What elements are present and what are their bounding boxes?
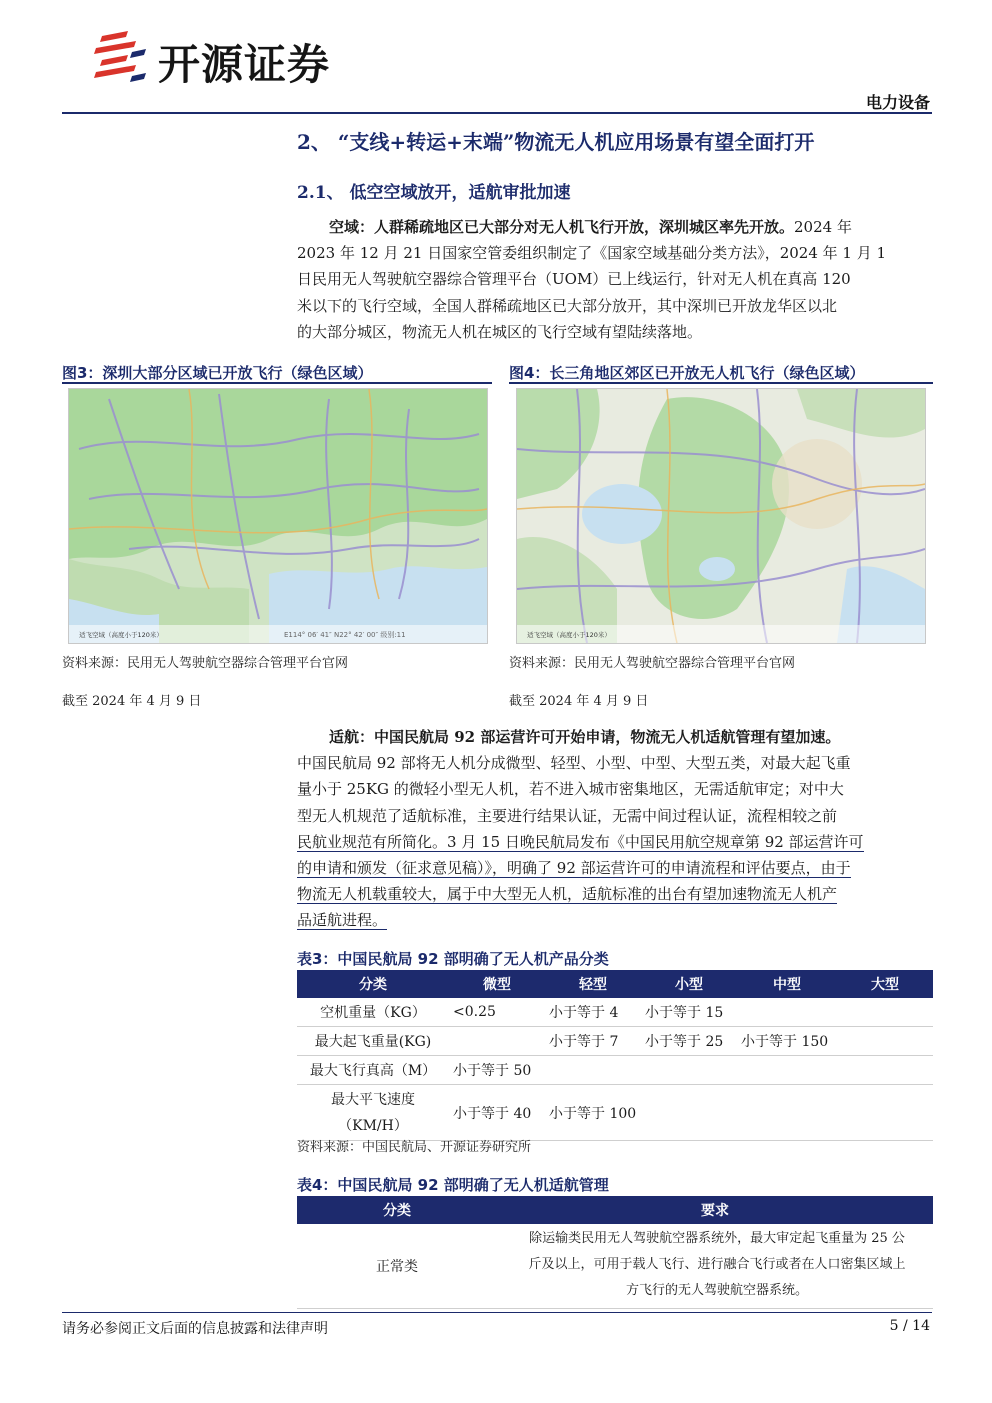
page-number: 5 / 14 — [889, 1318, 930, 1334]
airworthiness-line: 的申请和颁发（征求意见稿）》，明确了 92 部运营许可的申请流程和评估要点，由于 — [297, 859, 851, 878]
table-cell: 小于等于 15 — [641, 998, 737, 1027]
row-label: 最大飞行真高（M） — [297, 1056, 449, 1085]
airworthiness-line: 民航业规范有所简化。3 月 15 日晚民航局发布《中国民用航空规章第 92 部运营许可 — [297, 832, 864, 851]
table-header: 要求 — [497, 1196, 933, 1224]
table-header-row — [297, 970, 933, 998]
airspace-line: 米以下的飞行空域，全国人群稀疏地区已大部分放开，其中深圳已开放龙华区以北 — [297, 296, 838, 315]
table-row — [297, 998, 933, 1027]
row-label: 空机重量（KG） — [297, 998, 449, 1027]
airworthiness-table — [297, 1196, 933, 1309]
row-label: 正常类 — [297, 1224, 497, 1309]
figure3-date: 截至 2024 年 4 月 9 日 — [62, 694, 202, 709]
figure3-title: 图3：深圳大部分区域已开放飞行（绿色区域） — [62, 364, 373, 382]
table3-title: 表3：中国民航局 92 部明确了无人机产品分类 — [297, 950, 609, 968]
subsection-heading: 2.1、 低空空域放开，适航审批加速 — [297, 183, 571, 203]
table-row — [297, 1085, 933, 1141]
table-cell: <0.25 — [449, 998, 545, 1027]
brand-logo — [88, 28, 388, 88]
table-cell — [497, 1224, 933, 1309]
airspace-line: 日民用无人驾驶航空器综合管理平台（UOM）已上线运行，针对无人机在真高 120 — [297, 270, 851, 289]
row-label: 最大起飞重量(KG) — [297, 1027, 449, 1056]
table-cell: 小于等于 150 — [737, 1027, 837, 1056]
table-cell: 小于等于 7 — [545, 1027, 641, 1056]
table-row — [297, 1224, 933, 1309]
table4-title: 表4：中国民航局 92 部明确了无人机适航管理 — [297, 1176, 609, 1194]
table-header: 分类 — [297, 1196, 497, 1224]
airspace-paragraph — [297, 214, 933, 345]
footer-divider — [62, 1312, 932, 1313]
figure4-source: 资料来源：民用无人驾驶航空器综合管理平台官网 — [509, 656, 796, 671]
figure3-rule — [62, 382, 492, 384]
row-label-line: 最大平飞速度 — [331, 1091, 415, 1108]
shenzhen-map — [68, 388, 488, 644]
table-header: 微型 — [449, 970, 545, 998]
industry-label: 电力设备 — [865, 93, 930, 112]
map-legend: 适飞空域（高度小于120米） — [79, 631, 163, 639]
table-row — [297, 1027, 933, 1056]
figure4-title: 图4：长三角地区郊区已开放无人机飞行（绿色区域） — [509, 364, 865, 382]
table-header: 轻型 — [545, 970, 641, 998]
table-cell: 小于等于 4 — [545, 998, 641, 1027]
yangtze-delta-map — [516, 388, 926, 644]
airworthiness-line: 中国民航局 92 部将无人机分成微型、轻型、小型、中型、大型五类，对最大起飞重 — [297, 754, 851, 773]
table-cell — [737, 1085, 837, 1141]
table-cell — [837, 1085, 933, 1141]
table-cell: 小于等于 50 — [449, 1056, 545, 1085]
requirement-line: 方飞行的无人驾驶航空器系统。 — [625, 1283, 808, 1298]
table-cell — [641, 1085, 737, 1141]
map-legend: 适飞空域（高度小于120米） — [527, 631, 611, 639]
table-cell — [641, 1056, 737, 1085]
table-cell — [837, 1027, 933, 1056]
airworthiness-lead: 适航：中国民航局 92 部运营许可开始申请，物流无人机适航管理有望加速。 — [329, 728, 841, 746]
uav-classification-table — [297, 970, 933, 1141]
table-cell: 小于等于 100 — [545, 1085, 641, 1141]
row-label-line: （KM/H） — [338, 1117, 408, 1134]
table-row — [297, 1056, 933, 1085]
airworthiness-paragraph — [297, 724, 933, 934]
airspace-lead: 空域：人群稀疏地区已大部分对无人机飞行开放，深圳城区率先开放。 — [329, 218, 795, 236]
table-cell — [737, 998, 837, 1027]
table-header-row — [297, 1196, 933, 1224]
airworthiness-line: 物流无人机载重较大，属于中大型无人机，适航标准的出台有望加速物流无人机产 — [297, 885, 838, 904]
table-cell — [837, 1056, 933, 1085]
section-heading: 2、 “支线+转运+末端”物流无人机应用场景有望全面打开 — [297, 130, 815, 154]
airspace-line: 的大部分城区，物流无人机在城区的飞行空域有望陆续落地。 — [297, 322, 703, 341]
airspace-line: 2023 年 12 月 21 日国家空管委组织制定了《国家空域基础分类方法》，2024 年 1 月 1 — [297, 244, 887, 263]
table-cell — [837, 998, 933, 1027]
header-divider — [62, 112, 932, 114]
map-coordinates: E114° 06′ 41″ N22° 42′ 00″ 级别:11 — [284, 631, 406, 639]
airworthiness-line: 量小于 25KG 的微轻小型无人机，若不进入城市密集地区，无需适航审定；对中大 — [297, 780, 844, 799]
table-header: 小型 — [641, 970, 737, 998]
table-cell — [737, 1056, 837, 1085]
figure4-date: 截至 2024 年 4 月 9 日 — [509, 694, 649, 709]
table-header: 大型 — [837, 970, 933, 998]
airspace-line: 2024 年 — [794, 218, 852, 236]
figure4-rule — [509, 382, 933, 384]
row-label — [297, 1085, 449, 1141]
figure3-source: 资料来源：民用无人驾驶航空器综合管理平台官网 — [62, 656, 349, 671]
table-cell: 小于等于 25 — [641, 1027, 737, 1056]
table-cell: 小于等于 40 — [449, 1085, 545, 1141]
table3-source: 资料来源：中国民航局、开源证券研究所 — [297, 1140, 532, 1155]
airworthiness-line: 品适航进程。 — [297, 911, 388, 930]
table-header: 中型 — [737, 970, 837, 998]
footer-disclaimer: 请务必参阅正文后面的信息披露和法律声明 — [62, 1321, 328, 1337]
table-header: 分类 — [297, 970, 449, 998]
table-cell — [449, 1027, 545, 1056]
airworthiness-line: 型无人机规范了适航标准，主要进行结果认证，无需中间过程认证，流程相较之前 — [297, 806, 838, 825]
logo-mark-icon — [88, 28, 150, 88]
brand-name: 开源证券 — [158, 40, 331, 89]
requirement-line: 除运输类民用无人驾驶航空器系统外，最大审定起飞重量为 25 公 — [529, 1231, 905, 1246]
requirement-line: 斤及以上，可用于载人飞行、进行融合飞行或者在人口密集区域上 — [528, 1257, 906, 1272]
table-cell — [545, 1056, 641, 1085]
